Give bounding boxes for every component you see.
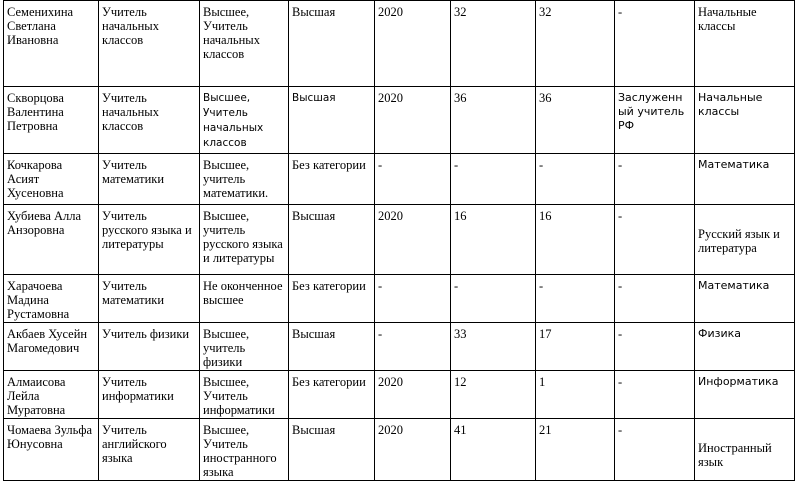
certification-year-cell: 2020 xyxy=(375,205,451,275)
category-cell: Без категории xyxy=(289,275,375,323)
education-cell: Высшее, учитель физики xyxy=(200,323,289,371)
table-row xyxy=(4,419,795,481)
total-experience-cell: 32 xyxy=(451,1,536,87)
teaching-experience-cell: 16 xyxy=(536,205,615,275)
teacher-name-cell: Кочкарова Асият Хусеновна xyxy=(4,154,99,205)
certification-year-cell: 2020 xyxy=(375,87,451,154)
education-cell: Не оконченное высшее xyxy=(200,275,289,323)
awards-cell: - xyxy=(615,154,695,205)
teaching-experience-cell: 17 xyxy=(536,323,615,371)
certification-year-cell: 2020 xyxy=(375,1,451,87)
awards-cell: - xyxy=(615,1,695,87)
position-cell: Учитель английского языка xyxy=(99,419,200,481)
table-row xyxy=(4,205,795,275)
teacher-name-cell: Алмаисова Лейла Муратовна xyxy=(4,371,99,419)
subject-cell: Математика xyxy=(695,154,795,205)
awards-cell: - xyxy=(615,371,695,419)
education-cell: Высшее, Учитель начальных классов xyxy=(200,1,289,87)
category-cell: Высшая xyxy=(289,419,375,481)
teacher-name-cell: Семенихина Светлана Ивановна xyxy=(4,1,99,87)
education-cell: Высшее, учитель математики. xyxy=(200,154,289,205)
certification-year-cell: - xyxy=(375,154,451,205)
total-experience-cell: 41 xyxy=(451,419,536,481)
subject-cell: Математика xyxy=(695,275,795,323)
total-experience-cell: - xyxy=(451,154,536,205)
teacher-name-cell: Харачоева Мадина Рустамовна xyxy=(4,275,99,323)
position-cell: Учитель математики xyxy=(99,275,200,323)
position-cell: Учитель математики xyxy=(99,154,200,205)
table-row xyxy=(4,323,795,371)
teacher-name-cell: Скворцова Валентина Петровна xyxy=(4,87,99,154)
total-experience-cell: - xyxy=(451,275,536,323)
awards-cell: - xyxy=(615,419,695,481)
staff-table xyxy=(3,0,795,481)
awards-cell: Заслуженный учитель РФ xyxy=(615,87,695,154)
certification-year-cell: 2020 xyxy=(375,371,451,419)
position-cell: Учитель физики xyxy=(99,323,200,371)
teaching-experience-cell: 1 xyxy=(536,371,615,419)
awards-cell: - xyxy=(615,275,695,323)
category-cell: Высшая xyxy=(289,323,375,371)
teaching-experience-cell: - xyxy=(536,154,615,205)
certification-year-cell: - xyxy=(375,323,451,371)
table-row xyxy=(4,87,795,154)
awards-cell: - xyxy=(615,205,695,275)
education-cell: Высшее, Учитель иностранного языка xyxy=(200,419,289,481)
education-cell: Высшее, учитель русского языка и литературы xyxy=(200,205,289,275)
subject-cell: Иностранный язык xyxy=(695,419,795,481)
teaching-experience-cell: - xyxy=(536,275,615,323)
total-experience-cell: 33 xyxy=(451,323,536,371)
awards-cell: - xyxy=(615,323,695,371)
total-experience-cell: 12 xyxy=(451,371,536,419)
education-cell: Высшее, Учитель информатики xyxy=(200,371,289,419)
teacher-name-cell: Хубиева Алла Анзоровна xyxy=(4,205,99,275)
subject-cell: Начальные классы xyxy=(695,1,795,87)
subject-cell: Русский язык и литература xyxy=(695,205,795,275)
table-row xyxy=(4,275,795,323)
subject-cell: Начальные классы xyxy=(695,87,795,154)
teacher-name-cell: Чомаева Зульфа Юнусовна xyxy=(4,419,99,481)
total-experience-cell: 36 xyxy=(451,87,536,154)
category-cell: Без категории xyxy=(289,371,375,419)
position-cell: Учитель начальных классов xyxy=(99,1,200,87)
subject-cell: Информатика xyxy=(695,371,795,419)
position-cell: Учитель русского языка и литературы xyxy=(99,205,200,275)
table-row xyxy=(4,1,795,87)
teacher-name-cell: Акбаев Хусейн Магомедович xyxy=(4,323,99,371)
category-cell: Высшая xyxy=(289,1,375,87)
certification-year-cell: - xyxy=(375,275,451,323)
certification-year-cell: 2020 xyxy=(375,419,451,481)
total-experience-cell: 16 xyxy=(451,205,536,275)
subject-cell: Физика xyxy=(695,323,795,371)
table-row xyxy=(4,371,795,419)
category-cell: Высшая xyxy=(289,87,375,154)
teaching-experience-cell: 32 xyxy=(536,1,615,87)
position-cell: Учитель начальных классов xyxy=(99,87,200,154)
position-cell: Учитель информатики xyxy=(99,371,200,419)
table-row xyxy=(4,154,795,205)
teaching-experience-cell: 36 xyxy=(536,87,615,154)
category-cell: Без категории xyxy=(289,154,375,205)
category-cell: Высшая xyxy=(289,205,375,275)
education-cell: Высшее, Учитель начальных классов xyxy=(200,87,289,154)
teaching-experience-cell: 21 xyxy=(536,419,615,481)
